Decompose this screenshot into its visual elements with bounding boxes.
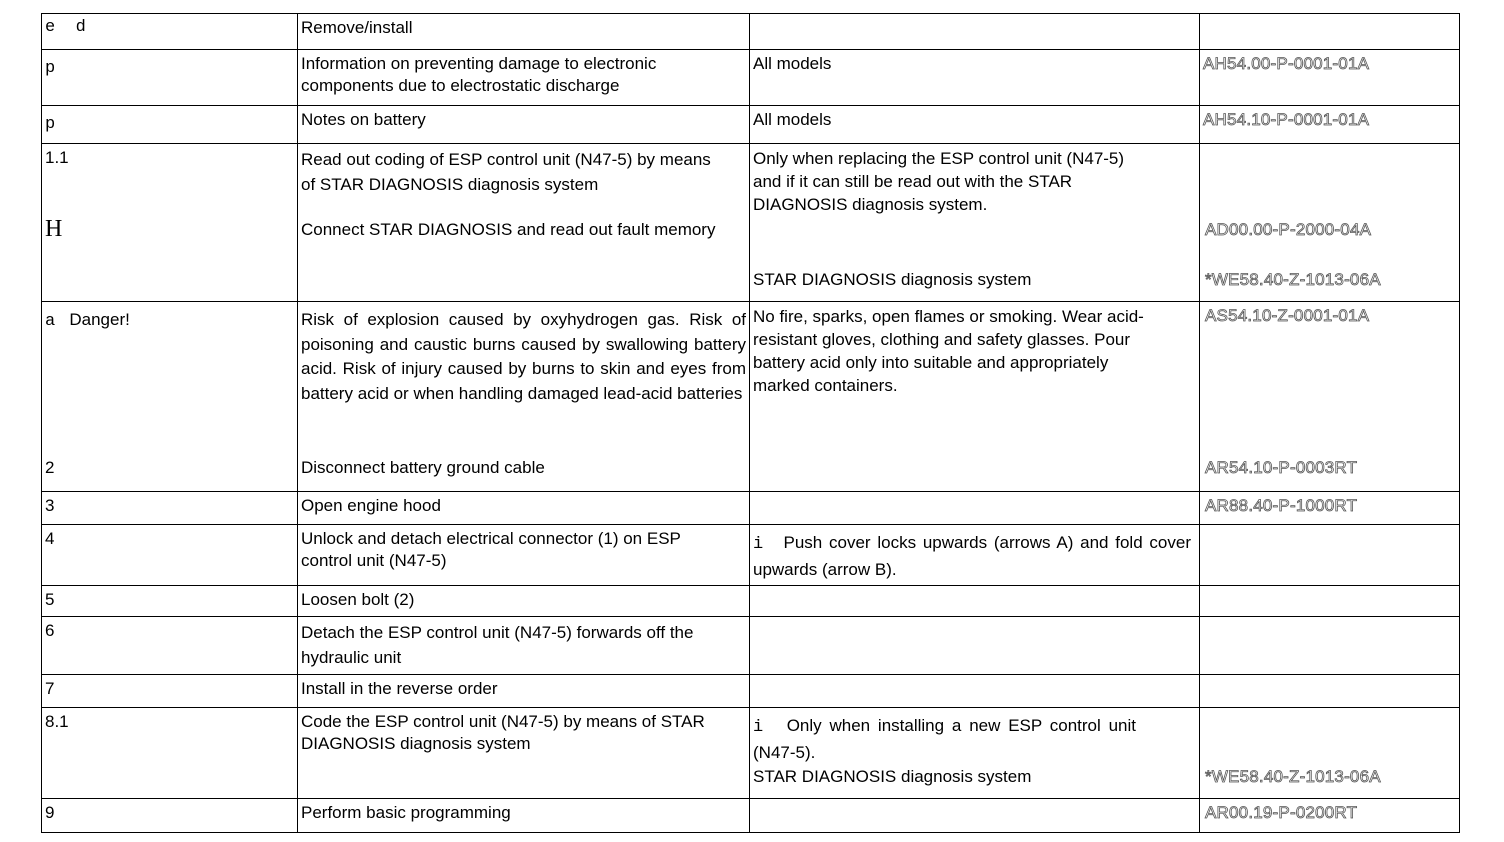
note-cell [750,617,1199,622]
note-cell [750,675,1199,680]
reference-cell [1200,708,1459,798]
note-cell [750,586,1199,591]
reference-cell [1200,525,1459,530]
reference-cell [1200,14,1459,19]
description-cell: Information on preventing damage to electronic components due to electrostatic discharge [301,54,657,95]
note-cell [750,525,1199,584]
note-cell [750,144,1199,301]
diagnosis-icon: H [45,216,63,242]
description-cell [298,144,749,301]
note-cell [750,302,1199,491]
table-row [42,302,1460,492]
note-text: Push cover locks upwards (arrows A) and fold cover upwards (arrow B). [753,533,1191,579]
description-text-b: Disconnect battery ground cable [301,458,545,477]
step-cell: p [45,115,56,134]
table-row [42,525,1460,586]
description-cell: Detach the ESP control unit (N47-5) forwards off the hydraulic unit [301,623,694,667]
step-number: 1.1 [45,148,69,167]
step-cell: 5 [45,590,55,609]
danger-text: Danger! [69,310,130,329]
step-cell [42,144,297,301]
note-text-b: STAR DIAGNOSIS diagnosis system [753,270,1032,289]
reference-link[interactable]: AS54.10-Z-0001-01A [1205,306,1370,325]
description-cell: Loosen bolt (2) [301,590,415,609]
danger-icon: a [45,312,56,331]
procedure-table [41,13,1460,833]
reference-link[interactable]: AH54.00-P-0001-01A [1203,54,1370,73]
step-cell: 3 [45,496,55,515]
table-row [42,675,1460,708]
note-cell [750,14,1199,19]
reference-cell [1200,586,1459,591]
table-row [42,50,1460,106]
table-row [42,799,1460,833]
description-text: Read out coding of ESP control unit (N47-5) by means of STAR DIAGNOSIS diagnosis system [301,150,711,194]
step-cell: 7 [45,679,55,698]
reference-link[interactable]: *WE58.40-Z-1013-06A [1205,270,1381,289]
note-cell: All models [753,110,832,129]
description-cell: Remove/install [301,18,413,37]
table-row [42,14,1460,50]
table-row [42,106,1460,144]
note-text-b: STAR DIAGNOSIS diagnosis system [753,767,1032,786]
description-cell: Perform basic programming [301,803,511,822]
note-cell [750,492,1199,497]
step-cell: 8.1 [45,712,69,731]
reference-link[interactable]: AR88.40-P-1000RT [1205,496,1358,515]
description-cell: Install in the reverse order [301,679,498,698]
note-text: Only when replacing the ESP control unit (N47-5) and if it can still be read out with the STAR DIAGNOSIS diagnosis system. [753,149,1125,214]
reference-link[interactable]: *WE58.40-Z-1013-06A [1205,767,1381,786]
step-cell: p [45,59,56,78]
info-icon: i [753,718,764,737]
note-cell: All models [753,54,832,73]
reference-cell [1200,144,1459,301]
table-row [42,144,1460,302]
note-cell [750,708,1199,798]
danger-label [45,309,130,333]
description-cell [298,302,749,491]
step-cell: 9 [45,803,55,822]
table-row [42,617,1460,675]
description-text-b: Connect STAR DIAGNOSIS and read out fault memory [301,220,716,239]
step-cell [42,302,297,491]
note-cell [750,799,1199,804]
reference-cell [1200,617,1459,622]
step-cell: e d [45,18,86,37]
description-cell: Notes on battery [301,110,426,129]
description-cell: Open engine hood [301,496,441,515]
reference-link[interactable]: AH54.10-P-0001-01A [1203,110,1370,129]
table-row [42,708,1460,799]
table-row [42,586,1460,617]
step-cell: 4 [45,529,55,548]
step-cell: 6 [45,621,55,640]
reference-link[interactable]: AR00.19-P-0200RT [1205,803,1358,822]
reference-cell [1200,675,1459,680]
reference-cell [1200,302,1459,491]
note-text: i Only when installing a new ESP control unit (N47-5). [753,716,1136,762]
note-text: No fire, sparks, open flames or smoking. Wear acid-resistant gloves, clothing and safety glasses. Pour battery acid only into suitable and appropriately marked containers. [753,307,1144,395]
reference-link[interactable]: AD00.00-P-2000-04A [1205,220,1372,239]
info-icon: i [753,535,764,554]
table-row [42,492,1460,525]
step-number: 2 [45,458,55,477]
description-text: Risk of explosion caused by oxyhydrogen gas. Risk of poisoning and caustic burns caused by swallowing battery acid. Risk of injury caused by burns to skin and eyes from battery acid or when handling damaged lead-acid batteries [301,310,746,403]
reference-link[interactable]: AR54.10-P-0003RT [1205,458,1358,477]
description-cell: Unlock and detach electrical connector (1) on ESP control unit (N47-5) [301,529,681,570]
description-cell: Code the ESP control unit (N47-5) by means of STAR DIAGNOSIS diagnosis system [301,712,705,753]
